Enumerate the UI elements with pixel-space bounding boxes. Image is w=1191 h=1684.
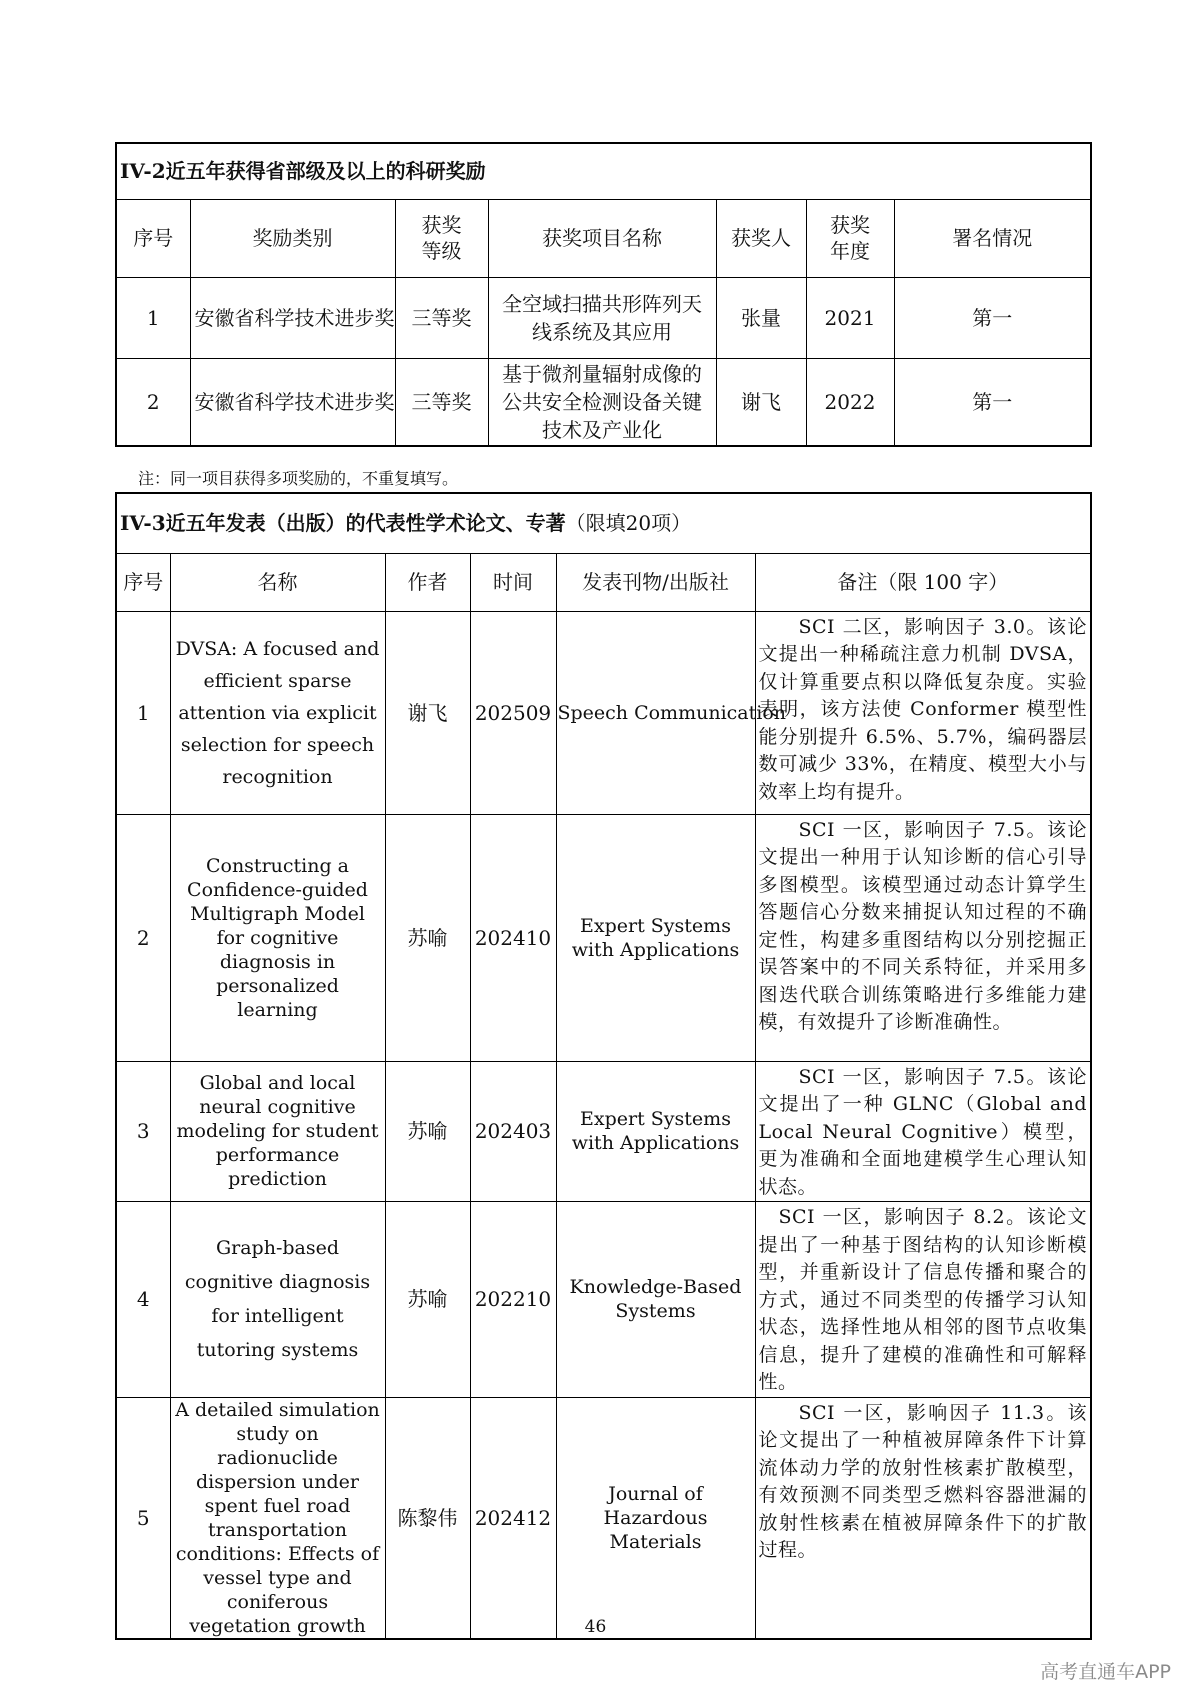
- section-title-limit: （限填20项）: [565, 511, 692, 536]
- cell-journal: Journal of Hazardous Materials: [556, 1397, 755, 1639]
- publications-table: [115, 492, 1092, 1640]
- table-row: [116, 814, 1091, 1061]
- cell-year: 2022: [806, 358, 894, 446]
- cell-no: 5: [116, 1397, 170, 1639]
- cell-journal: Knowledge-Based Systems: [556, 1202, 755, 1398]
- table-row: [116, 1202, 1091, 1398]
- header-winner: 获奖人: [716, 199, 806, 277]
- remark-text: SCI 一区，影响因子 7.5。该论文提出了一种 GLNC（Global and Local Neural Cognitive）模型，更为准确和全面地建模学生心理认知状态。: [758, 1065, 1088, 1198]
- cell-date: 202412: [470, 1397, 556, 1639]
- cell-no: 3: [116, 1061, 170, 1202]
- table-row: [116, 1061, 1091, 1202]
- cell-name: Global and local neural cognitive modeling for student performance prediction: [170, 1061, 385, 1202]
- cell-no: 2: [116, 358, 190, 446]
- awards-table: [115, 142, 1092, 447]
- remark-text: SCI 二区，影响因子 3.0。该论文提出一种稀疏注意力机制 DVSA，仅计算重要点积以降低复杂度。实验表明，该方法使 Conformer 模型性能分别提升 6.5%、5.7%，编码器层数可减少 33%，在精度、模型大小与效率上均有提升。: [758, 615, 1088, 803]
- header-no: 序号: [116, 199, 190, 277]
- awards-header-row: [116, 199, 1091, 277]
- cell-date: 202410: [470, 814, 556, 1061]
- section-title-text: IV-3近五年发表（出版）的代表性学术论文、专著: [120, 511, 566, 536]
- cell-category: 安徽省科学技术进步奖: [190, 277, 395, 358]
- cell-remark: [755, 1397, 1091, 1639]
- cell-author: 苏喻: [385, 1061, 470, 1202]
- section-title-publications: [116, 493, 1091, 553]
- header-level: 获奖 等级: [395, 199, 488, 277]
- cell-project: 基于微剂量辐射成像的公共安全检测设备关键技术及产业化: [488, 358, 716, 446]
- header-journal: 发表刊物/出版社: [556, 553, 755, 611]
- cell-no: 4: [116, 1202, 170, 1398]
- cell-sign: 第一: [894, 358, 1091, 446]
- watermark: 高考直通车APP: [1040, 1661, 1171, 1683]
- cell-remark: [755, 1061, 1091, 1202]
- cell-name: DVSA: A focused and efficient sparse attention via explicit selection for speech recognition: [170, 611, 385, 814]
- cell-author: 陈黎伟: [385, 1397, 470, 1639]
- remark-text: SCI 一区，影响因子 7.5。该论文提出一种用于认知诊断的信心引导多图模型。该模型通过动态计算学生答题信心分数来捕捉认知过程的不确定性，构建多重图结构以分别挖掘正误答案中的不同关系特征，并采用多图迭代联合训练策略进行多维能力建模，有效提升了诊断准确性。: [758, 818, 1088, 1033]
- remark-text: SCI 一区，影响因子 11.3。该论文提出了一种植被屏障条件下计算流体动力学的放射性核素扩散模型，有效预测不同类型乏燃料容器泄漏的放射性核素在植被屏障条件下的扩散过程。: [758, 1401, 1088, 1561]
- publications-header-row: [116, 553, 1091, 611]
- cell-date: 202403: [470, 1061, 556, 1202]
- cell-name: Constructing a Confidence-guided Multigraph Model for cognitive diagnosis in personalized learning: [170, 814, 385, 1061]
- cell-author: 苏喻: [385, 1202, 470, 1398]
- cell-journal: Expert Systems with Applications: [556, 1061, 755, 1202]
- cell-remark: [755, 1202, 1091, 1398]
- cell-category: 安徽省科学技术进步奖: [190, 358, 395, 446]
- table-row: [116, 277, 1091, 358]
- header-project: 获奖项目名称: [488, 199, 716, 277]
- cell-author: 谢飞: [385, 611, 470, 814]
- cell-sign: 第一: [894, 277, 1091, 358]
- header-category: 奖励类别: [190, 199, 395, 277]
- cell-journal: Speech Communication: [556, 611, 755, 814]
- table-row: [116, 1397, 1091, 1639]
- table-row: [116, 611, 1091, 814]
- header-sign: 署名情况: [894, 199, 1091, 277]
- header-year: 获奖 年度: [806, 199, 894, 277]
- cell-no: 1: [116, 611, 170, 814]
- cell-remark: [755, 611, 1091, 814]
- cell-winner: 谢飞: [716, 358, 806, 446]
- cell-date: 202509: [470, 611, 556, 814]
- cell-name: A detailed simulation study on radionuclide dispersion under spent fuel road transportation conditions: Effects of vessel type and coniferous vegetation growth: [170, 1397, 385, 1639]
- cell-level: 三等奖: [395, 358, 488, 446]
- header-remark: 备注（限 100 字）: [755, 553, 1091, 611]
- header-author: 作者: [385, 553, 470, 611]
- cell-name: Graph-based cognitive diagnosis for intelligent tutoring systems: [170, 1202, 385, 1398]
- cell-remark: [755, 814, 1091, 1061]
- cell-journal: Expert Systems with Applications: [556, 814, 755, 1061]
- header-name: 名称: [170, 553, 385, 611]
- page-number: 46: [584, 1617, 607, 1637]
- cell-date: 202210: [470, 1202, 556, 1398]
- cell-no: 2: [116, 814, 170, 1061]
- header-no: 序号: [116, 553, 170, 611]
- cell-winner: 张量: [716, 277, 806, 358]
- awards-footnote: 注：同一项目获得多项奖励的，不重复填写。: [138, 469, 459, 488]
- cell-level: 三等奖: [395, 277, 488, 358]
- cell-no: 1: [116, 277, 190, 358]
- cell-year: 2021: [806, 277, 894, 358]
- cell-project: 全空域扫描共形阵列天线系统及其应用: [488, 277, 716, 358]
- section-title-awards: IV-2近五年获得省部级及以上的科研奖励: [116, 143, 1091, 199]
- table-row: [116, 358, 1091, 446]
- cell-author: 苏喻: [385, 814, 470, 1061]
- header-date: 时间: [470, 553, 556, 611]
- remark-text: SCI 一区，影响因子 8.2。该论文提出了一种基于图结构的认知诊断模型，并重新设计了信息传播和聚合的方式，通过不同类型的传播学习认知状态，选择性地从相邻的图节点收集信息，提升了建模的准确性和可解释性。: [758, 1206, 1088, 1393]
